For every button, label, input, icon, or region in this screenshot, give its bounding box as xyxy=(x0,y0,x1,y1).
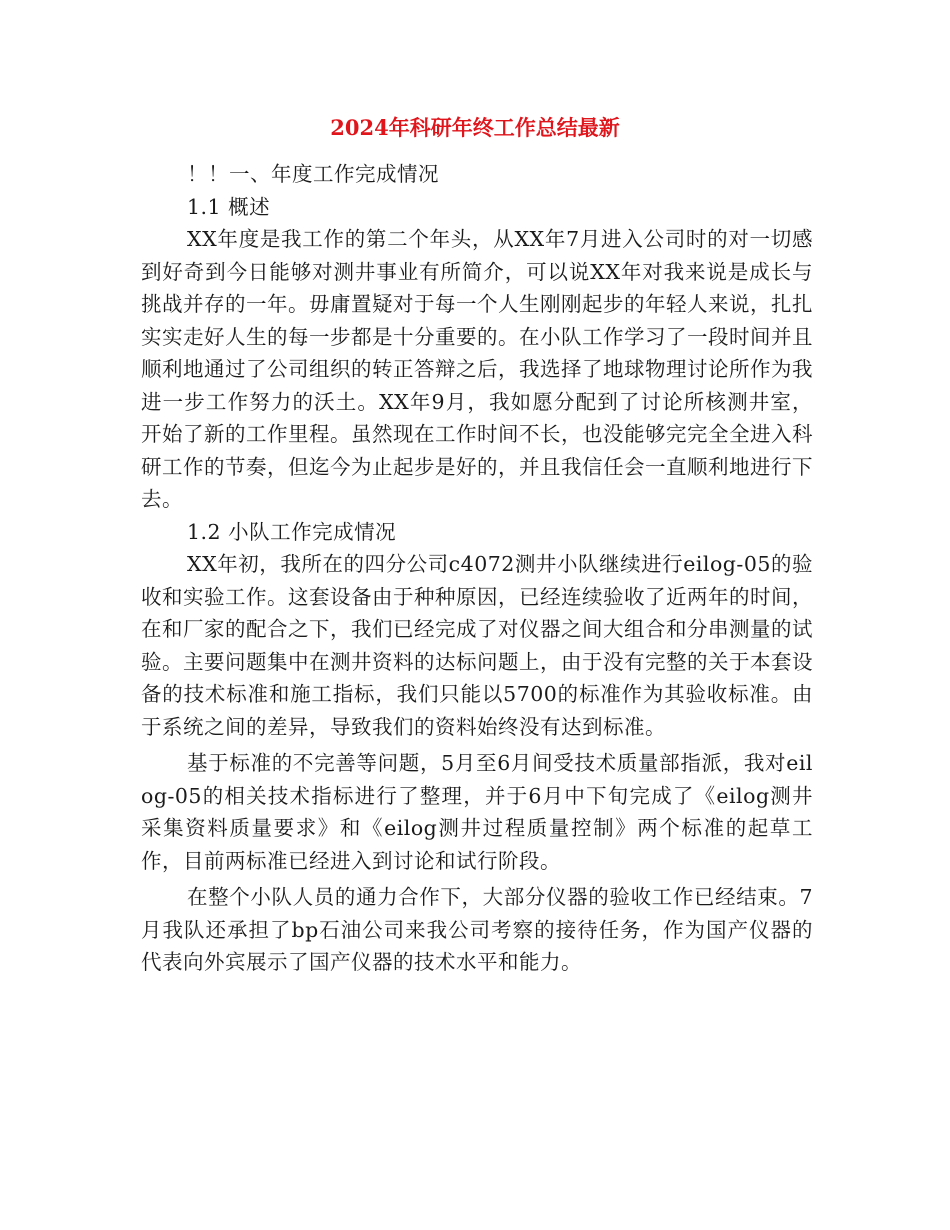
paragraph: XX年初，我所在的四分公司c4072测井小队继续进行eilog-05的验收和实验工作。这套设备由于种种原因，已经连续验收了近两年的时间，在和厂家的配合之下，我们已经完成了对仪器之间大组合和分串测量的试验。主要问题集中在测井资料的达标问题上，由于没有完整的关于本套设备的技术标准和施工指标，我们只能以5700的标准作为其验收标准。由于系统之间的差异，导致我们的资料始终没有达到标准。 xyxy=(141,552,813,739)
document-title: 2024年科研年终工作总结最新 xyxy=(330,115,620,140)
paragraph: XX年度是我工作的第二个年头，从XX年7月进入公司时的对一切感到好奇到今日能够对测井事业有所简介，可以说XX年对我来说是成长与挑战并存的一年。毋庸置疑对于每一个人生刚刚起步的年轻人来说，扎扎实实走好人生的每一步都是十分重要的。在小队工作学习了一段时间并且顺利地通过了公司组织的转正答辩之后，我选择了地球物理讨论所作为我进一步工作努力的沃土。XX年9月，我如愿分配到了讨论所核测井室，开始了新的工作里程。虽然现在工作时间不长，也没能够完完全全进入科研工作的节奏，但迄今为止起步是好的，并且我信任会一直顺利地进行下去。 xyxy=(141,227,813,511)
subsection-heading: 1.2 小队工作完成情况 xyxy=(187,519,397,544)
document-body xyxy=(141,158,813,979)
section-heading: ！！一、年度工作完成情况 xyxy=(187,162,439,186)
paragraph: 基于标准的不完善等问题，5月至6月间受技术质量部指派，我对eilog-05的相关技术指标进行了整理，并于6月中下旬完成了《eilog测井采集资料质量要求》和《eilog测井过程质量控制》两个标准的起草工作，目前两标准已经进入到讨论和试行阶段。 xyxy=(141,751,813,873)
subsection-heading: 1.1 概述 xyxy=(187,194,271,219)
paragraph: 在整个小队人员的通力合作下，大部分仪器的验收工作已经结束。7月我队还承担了bp石油公司来我公司考察的接待任务，作为国产仪器的代表向外宾展示了国产仪器的技术水平和能力。 xyxy=(141,885,813,974)
